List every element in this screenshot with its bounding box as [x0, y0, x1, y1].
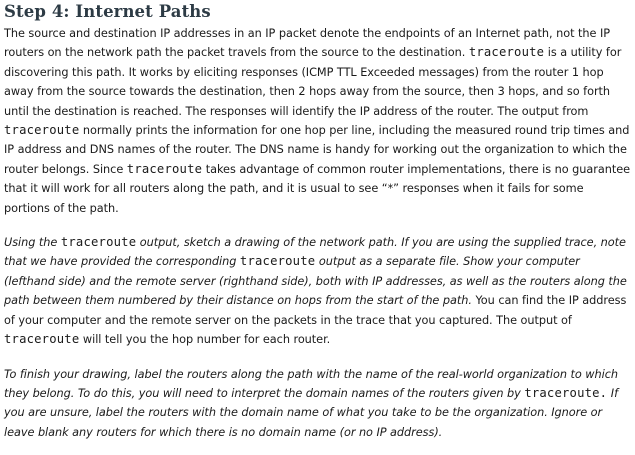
step-heading: Step 4: Internet Paths	[4, 2, 211, 21]
traceroute-command: traceroute	[468, 45, 545, 60]
task-text-1: Using the	[4, 236, 58, 250]
finish-text-1: To finish your drawing, label the routers along the path with the name of the real-world organization to which they belong. To do this, you will need to interpret the domain names of the routers given by	[4, 367, 618, 400]
traceroute-command: traceroute	[126, 161, 203, 176]
task-text-2: output, sketch a drawing of the network path. If you are using the supplied trace, note that we have provided the corresponding	[4, 236, 626, 269]
traceroute-command: traceroute	[60, 235, 137, 250]
intro-text-4: takes advantage of common router implementations, there is no guarantee that it will work for all routers along the path, and it is usual to see “*” responses when it fails for some portions of the path.	[4, 162, 630, 215]
intro-paragraph	[4, 24, 631, 218]
task-text-5: will tell you the hop number for each router.	[82, 333, 331, 347]
finish-paragraph	[4, 365, 631, 443]
traceroute-command: traceroute	[4, 332, 80, 347]
task-text-4: You can find the IP address of your computer and the remote server on the packets in the trace that you captured. The output of	[4, 294, 627, 327]
finish-text-2: If you are unsure, label the routers with the domain name of what you take to be the organization. Ignore or leave blank any routers for which there is no domain name (or no IP address).	[4, 386, 618, 439]
task-text-3: output as a separate file. Show your computer (lefthand side) and the remote server (righthand side), both with IP addresses, as well as the routers along the path between them numbered by their distance on hops from the start of the path.	[4, 255, 627, 308]
task-paragraph	[4, 233, 631, 349]
intro-text-2: is a utility for discovering this path. It works by eliciting responses (ICMP TTL Exceeded messages) from the router 1 hop away from the source towards the destination, then 2 hops away from the source, then 3 hops, and so forth until the destination is reached. The responses will identify the IP address of the router. The output from	[4, 46, 622, 118]
intro-text-1: The source and destination IP addresses in an IP packet denote the endpoints of an Internet path, not the IP routers on the network path the packet travels from the source to the destination.	[4, 27, 610, 60]
traceroute-command: traceroute	[239, 254, 316, 269]
traceroute-command: traceroute	[4, 123, 80, 138]
intro-text-3: normally prints the information for one hop per line, including the measured round trip times and IP address and DNS names of the router. The DNS name is handy for working out the organization to which the router belongs. Since	[4, 124, 630, 176]
traceroute-command: traceroute.	[524, 385, 608, 400]
